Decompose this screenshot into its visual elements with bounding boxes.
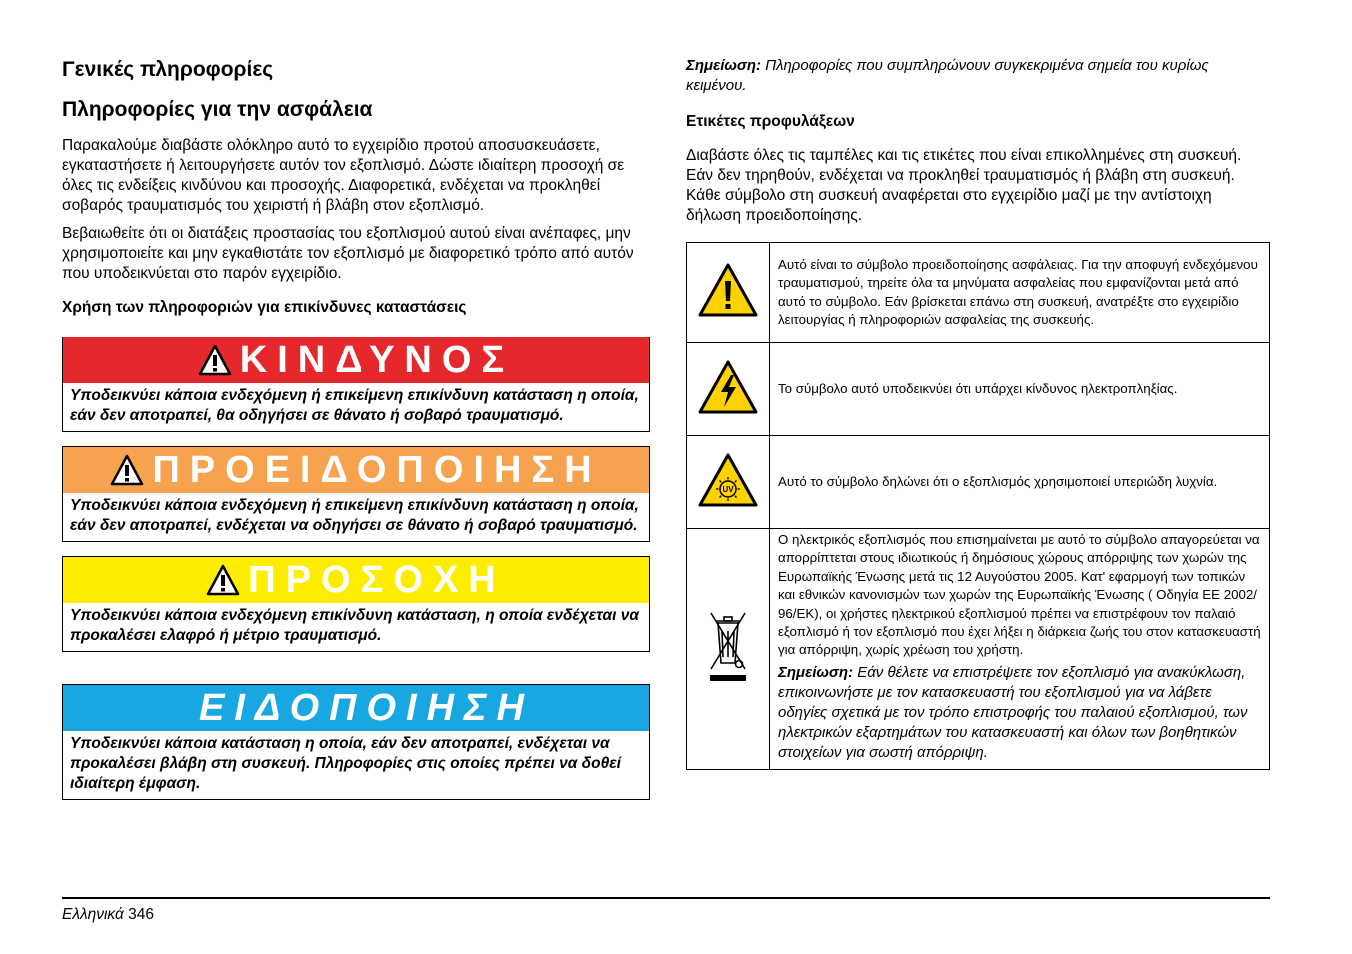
hazard-info-heading: Χρήση των πληροφοριών για επικίνδυνες καταστάσεις <box>62 299 467 316</box>
symbol-cell <box>687 529 770 770</box>
weee-note <box>778 663 1263 763</box>
caution-header <box>63 556 649 603</box>
table-row <box>687 243 1270 343</box>
warning-triangle-icon <box>110 454 144 486</box>
symbol-description: Το σύμβολο αυτό υποδεικνύει ότι υπάρχει κίνδυνος ηλεκτροπληξίας. <box>770 343 1270 436</box>
table-row <box>687 529 1270 770</box>
warning-text: Υποδεικνύει κάποια ενδεχόμενη ή επικείμενη επικίνδυνη κατάσταση η οποία, εάν δεν αποτραπεί, ενδέχεται να οδηγήσει σε θάνατο ή σοβαρό τραυματισμό. <box>70 497 639 534</box>
weee-bin-icon <box>708 607 748 685</box>
caution-box <box>62 556 650 652</box>
symbol-description-weee <box>770 529 1270 770</box>
symbol-cell <box>687 436 770 529</box>
caution-triangle-icon <box>206 564 240 596</box>
symbol-cell <box>687 243 770 343</box>
weee-note-text: Εάν θέλετε να επιστρέψετε τον εξοπλισμό για ανακύκλωση, επικοινωνήστε με τον κατασκευαστή του εξοπλισμού για να λάβετε οδηγίες σχετικά με τον τρόπο επιστροφής του παλαιού εξοπλισμού, των ηλεκτρικών εξαρτημάτων του κατασκευαστή και όλων των βοηθητικών στοιχείων για σωστή απόρριψη. <box>778 663 1248 761</box>
note-text: Πληροφορίες που συμπληρώνουν συγκεκριμένα σημεία του κυρίως κειμένου. <box>686 57 1209 94</box>
warning-box <box>62 446 650 542</box>
warning-label: ΠΡΟΕΙΔΟΠΟΙΗΣΗ <box>152 448 602 491</box>
table-row <box>687 436 1270 529</box>
danger-header <box>63 337 649 383</box>
warning-triangle-icon <box>697 262 759 318</box>
page-number: 346 <box>123 906 154 923</box>
section-heading-safety-info: Πληροφορίες για την ασφάλεια <box>62 98 373 121</box>
left-column <box>62 56 650 800</box>
section-heading-general-info: Γενικές πληροφορίες <box>62 58 274 81</box>
symbol-cell <box>687 343 770 436</box>
danger-triangle-icon <box>198 344 232 376</box>
right-column <box>686 56 1270 770</box>
caution-label: ΠΡΟΣΟΧΗ <box>248 558 506 601</box>
uv-label: UV <box>722 484 734 494</box>
caution-text: Υποδεικνύει κάποια ενδεχόμενη επικίνδυνη κατάσταση, η οποία ενδέχεται να προκαλέσει ελαφρό ή μέτριο τραυματισμό. <box>70 607 640 644</box>
warning-header <box>63 446 649 493</box>
footer-language: Ελληνικά <box>62 906 124 923</box>
uv-lamp-icon <box>697 452 759 508</box>
footer-divider <box>62 897 1270 899</box>
symbols-table <box>686 242 1270 770</box>
notice-text: Υποδεικνύει κάποια κατάσταση η οποία, εάν δεν αποτραπεί, ενδέχεται να προκαλέσει βλάβη στη συσκευή. Πληροφορίες στις οποίες πρέπει να δοθεί ιδιαίτερη έμφαση. <box>70 735 621 792</box>
weee-text: Ο ηλεκτρικός εξοπλισμός που επισημαίνεται με αυτό το σύμβολο απαγορεύεται να απορρίπτεται στους ιδιωτικούς ή δημόσιους χώρους απόρριψης των χωρών της Ευρωπαϊκής Ένωσης μετά τις 12 Αυγούστου 2005. Κατ' εφαρμογή των τοπικών και εθνικών κανονισμών των χωρών της Ευρωπαϊκής Ένωσης ( Οδηγία ΕΕ 2002/ 96/ΕΚ), οι χρήστες ηλεκτρικού εξοπλισμού πρέπει να επιστρέφουν τον παλαιό εξοπλισμό ή τον εξοπλισμό που έχει λήξει η διάρκεια ζωής του στον κατασκευαστή για απόρριψη, χωρίς χρέωση του χρήστη. <box>778 532 1261 658</box>
symbol-description: Αυτό είναι το σύμβολο προειδοποίησης ασφάλειας. Για την αποφυγή ενδεχόμενου τραυματισμού, τηρείτε όλα τα μηνύματα ασφαλείας που εμφανίζονται μετά από αυτό το σύμβολο. Εάν βρίσκεται επάνω στη συσκευή, ανατρέξτε στο εγχειρίδιο λειτουργίας ή πληροφοριών ασφαλείας της συσκευής. <box>770 243 1270 343</box>
danger-label: ΚΙΝΔΥΝΟΣ <box>239 338 515 381</box>
electric-shock-icon <box>697 359 759 415</box>
notice-header <box>63 684 649 731</box>
note-paragraph <box>686 56 1270 96</box>
precaution-labels-heading: Ετικέτες προφυλάξεων <box>686 113 855 130</box>
notice-label: ΕΙΔΟΠΟΙΗΣΗ <box>199 686 534 729</box>
page-footer <box>62 906 154 924</box>
danger-text: Υποδεικνύει κάποια ενδεχόμενη ή επικείμενη επικίνδυνη κατάσταση η οποία, εάν δεν αποτραπεί, θα οδηγήσει σε θάνατο ή σοβαρό τραυματισμό. <box>70 387 639 424</box>
safety-intro-paragraph: Παρακαλούμε διαβάστε ολόκληρο αυτό το εγχειρίδιο προτού αποσυσκευάσετε, εγκαταστήσετε ή λειτουργήσετε αυτόν τον εξοπλισμό. Δώστε ιδιαίτερη προσοχή σε όλες τις ενδείξεις κινδύνου και προσοχής. Διαφορετικά, ενδέχεται να προκληθεί σοβαρός τραυματισμός του χειριστή ή βλάβη στον εξοπλισμό. <box>62 137 625 214</box>
notice-box <box>62 684 650 800</box>
symbol-description: Αυτό το σύμβολο δηλώνει ότι ο εξοπλισμός χρησιμοποιεί υπεριώδη λυχνία. <box>770 436 1270 529</box>
weee-note-label: Σημείωση: <box>778 663 854 681</box>
note-label: Σημείωση: <box>686 57 762 74</box>
safety-protection-paragraph: Βεβαιωθείτε ότι οι διατάξεις προστασίας του εξοπλισμού αυτού είναι ανέπαφες, μην χρησιμοποιείτε και μην εγκαθιστάτε τον εξοπλισμό με διαφορετικό τρόπο από αυτόν που υποδεικνύεται στο παρόν εγχειρίδιο. <box>62 225 634 282</box>
precaution-labels-paragraph: Διαβάστε όλες τις ταμπέλες και τις ετικέτες που είναι επικολλημένες στη συσκευή. Εάν δεν τηρηθούν, ενδέχεται να προκληθεί τραυματισμός ή βλάβη στη συσκευή. Κάθε σύμβολο στη συσκευή αναφέρεται στο εγχειρίδιο μαζί με την αντίστοιχη δήλωση προειδοποίησης. <box>686 147 1242 224</box>
table-row <box>687 343 1270 436</box>
danger-box <box>62 337 650 432</box>
